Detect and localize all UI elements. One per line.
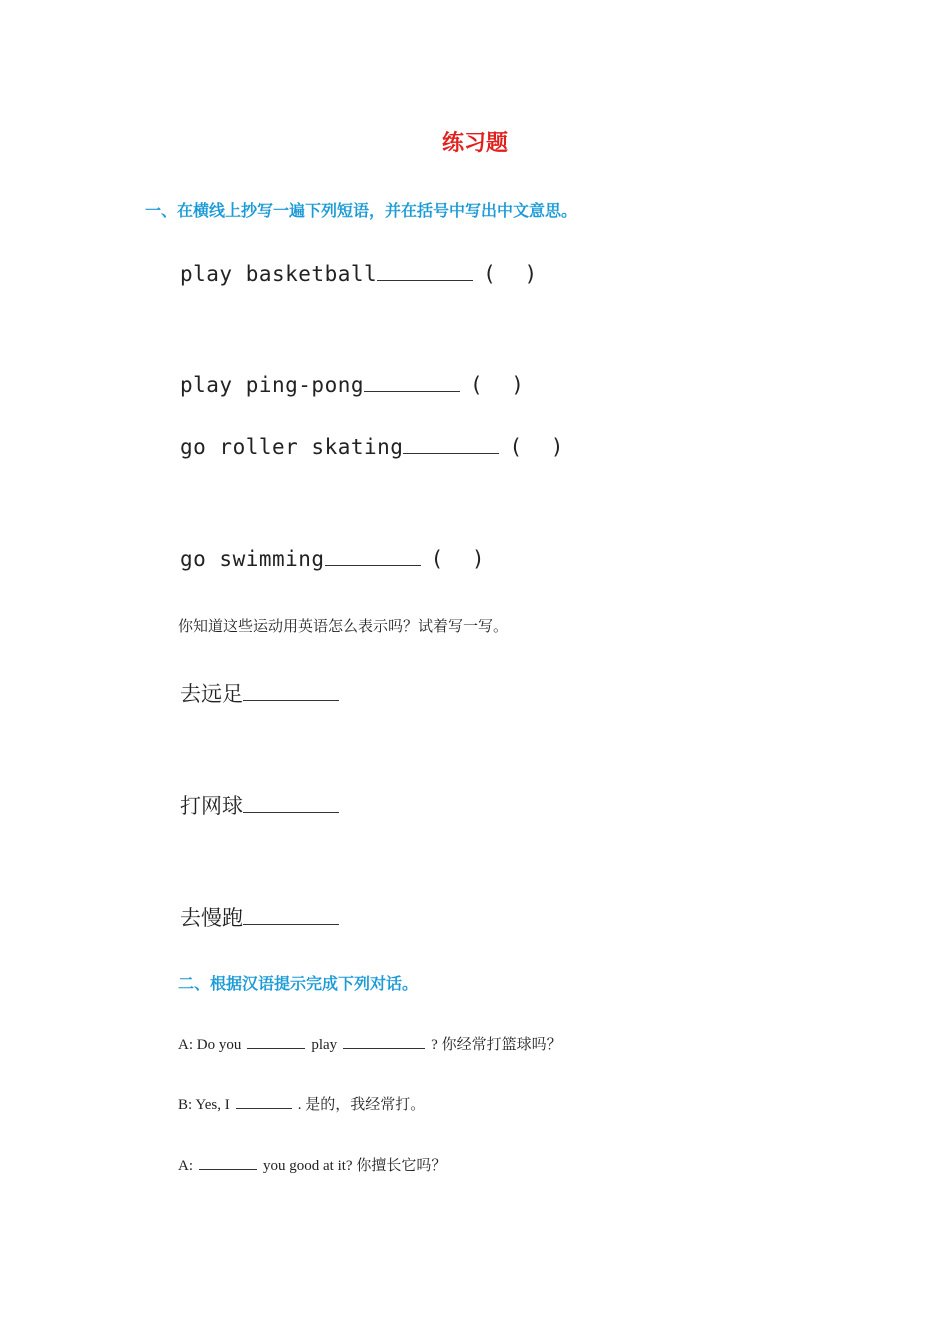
meaning-parentheses[interactable]: ( ) <box>509 435 572 459</box>
section-2-heading: 二、根据汉语提示完成下列对话。 <box>178 974 419 993</box>
dialog-translation: 你擅长它吗？ <box>356 1158 447 1174</box>
dialog-text: ? <box>431 1037 438 1053</box>
answer-blank[interactable] <box>247 1047 305 1049</box>
page-title: 练习题 <box>441 131 508 156</box>
dialog-translation: 你经常打篮球吗？ <box>441 1037 562 1053</box>
phrase-row <box>180 262 545 286</box>
meaning-parentheses[interactable]: ( ) <box>470 373 532 397</box>
answer-blank[interactable] <box>325 564 421 566</box>
dialog-line <box>178 1093 425 1114</box>
phrase-row <box>180 435 571 459</box>
phrase-text: go roller skating <box>180 435 404 459</box>
answer-blank[interactable] <box>243 923 339 925</box>
answer-blank[interactable] <box>243 811 339 813</box>
chinese-item-row <box>180 790 339 820</box>
dialog-line <box>178 1033 562 1054</box>
speaker-label: A: <box>178 1037 193 1053</box>
answer-blank[interactable] <box>199 1168 257 1170</box>
phrase-text: go swimming <box>180 547 325 571</box>
dialog-text: Yes, I <box>195 1097 230 1113</box>
speaker-label: A: <box>178 1158 193 1174</box>
chinese-item-row <box>180 902 339 932</box>
speaker-label: B: <box>178 1097 193 1113</box>
chinese-item-row <box>180 678 339 708</box>
phrase-text: play basketball <box>180 262 378 286</box>
dialog-text: . <box>297 1097 302 1113</box>
answer-blank[interactable] <box>377 279 473 281</box>
dialog-translation: 是的，我经常打。 <box>305 1097 426 1113</box>
answer-blank[interactable] <box>343 1047 425 1049</box>
chinese-item-text: 去远足 <box>180 682 243 706</box>
answer-blank[interactable] <box>364 390 460 392</box>
meaning-parentheses[interactable]: ( ) <box>483 262 546 286</box>
chinese-item-text: 去慢跑 <box>180 906 243 930</box>
dialog-text: Do you <box>196 1037 242 1053</box>
answer-blank[interactable] <box>236 1107 292 1109</box>
phrase-row <box>180 373 532 397</box>
answer-blank[interactable] <box>403 452 499 454</box>
section-1-heading: 一、在横线上抄写一遍下列短语，并在括号中写出中文意思。 <box>145 201 578 220</box>
dialog-text: play <box>311 1037 338 1053</box>
hint-text: 你知道这些运动用英语怎么表示吗？试着写一写。 <box>178 617 509 635</box>
meaning-parentheses[interactable]: ( ) <box>430 547 493 571</box>
dialog-text: you good at it? <box>263 1158 353 1174</box>
answer-blank[interactable] <box>243 699 339 701</box>
dialog-line <box>178 1154 446 1175</box>
phrase-text: play ping-pong <box>180 373 365 397</box>
phrase-row <box>180 547 493 571</box>
chinese-item-text: 打网球 <box>180 794 243 818</box>
